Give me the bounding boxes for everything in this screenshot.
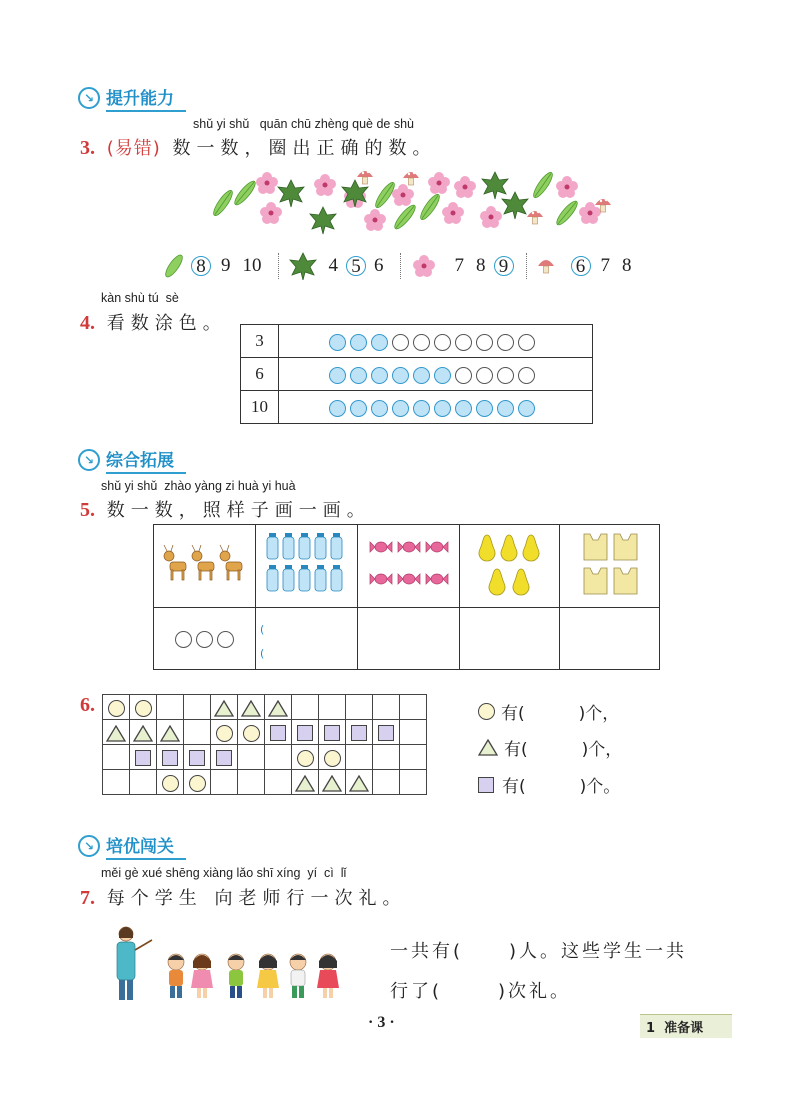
grid-cell (103, 720, 130, 745)
divider (278, 253, 279, 279)
section-title: 提升能力 (106, 84, 186, 112)
square-icon (162, 750, 178, 766)
grid-cell (157, 770, 184, 795)
circle-icon (175, 631, 192, 648)
q6-answer-triangle (478, 735, 622, 760)
dot-row (279, 325, 593, 358)
example-cell (154, 608, 256, 670)
arrow-down-circle-icon: ↘ (78, 449, 100, 471)
square-icon (324, 725, 340, 741)
dot[interactable] (413, 367, 430, 384)
draw-cell[interactable] (560, 608, 660, 670)
square-icon (378, 725, 394, 741)
circle-icon (297, 750, 314, 767)
grid-cell (265, 770, 292, 795)
answer-text: )人。这些学生一共 (509, 941, 688, 962)
square-icon (478, 777, 494, 793)
grid-cell (157, 745, 184, 770)
vest-cell (560, 525, 660, 608)
grid-cell (373, 695, 400, 720)
bracket-mark: ( (260, 647, 265, 660)
dot[interactable] (518, 400, 535, 417)
question-number: 6 (80, 694, 90, 716)
q5-table (153, 524, 660, 670)
dot[interactable] (392, 367, 409, 384)
square-icon (351, 725, 367, 741)
grid-cell (292, 695, 319, 720)
triangle-icon (295, 775, 315, 792)
question-tag: (易错) (106, 138, 161, 159)
flower-icon (411, 253, 437, 279)
circle-icon (478, 703, 495, 720)
grid-cell (130, 745, 157, 770)
question-number: 4 (80, 312, 90, 334)
grid-cell (103, 770, 130, 795)
grid-cell (346, 745, 373, 770)
circle-icon (162, 775, 179, 792)
dot[interactable] (329, 400, 346, 417)
page-number: · 3 · (368, 1014, 395, 1031)
grid-cell (157, 720, 184, 745)
triangle-icon (106, 725, 126, 742)
section-title: 培优闯关 (106, 832, 186, 860)
dot[interactable] (476, 400, 493, 417)
answer-text: )次礼。 (498, 981, 572, 1002)
q5-question: 5. 数一数，照样子画一画。 (80, 499, 371, 521)
q6-answer-circle (478, 699, 619, 724)
arrow-down-circle-icon: ↘ (78, 87, 100, 109)
grid-cell (184, 745, 211, 770)
grid-cell (319, 745, 346, 770)
bottle-cell (256, 525, 358, 608)
grid-cell (400, 770, 427, 795)
circle-icon (135, 700, 152, 717)
grid-cell (238, 745, 265, 770)
answer-text: 有( (501, 704, 525, 724)
number-choice[interactable]: 8 (191, 256, 211, 276)
grid-cell (211, 745, 238, 770)
q6-question: 6. (80, 694, 95, 716)
square-icon (189, 750, 205, 766)
number-choice[interactable]: 8 (476, 255, 486, 276)
grid-cell (292, 745, 319, 770)
number-choice[interactable]: 5 (346, 256, 366, 276)
candy-icon (369, 533, 449, 595)
pear-icon (475, 529, 545, 599)
grid-cell (265, 695, 292, 720)
circle-icon (216, 725, 233, 742)
dot[interactable] (329, 334, 346, 351)
dot[interactable] (518, 334, 535, 351)
square-icon (297, 725, 313, 741)
number-choice[interactable]: 9 (221, 255, 231, 276)
arrow-down-circle-icon: ↘ (78, 835, 100, 857)
circle-icon (243, 725, 260, 742)
question-number: 5 (80, 499, 90, 521)
dot[interactable] (371, 334, 388, 351)
grid-cell (292, 770, 319, 795)
grid-cell (211, 695, 238, 720)
grid-cell (319, 770, 346, 795)
row-number: 10 (241, 391, 279, 424)
bottle-icon (264, 531, 350, 597)
dot[interactable] (350, 400, 367, 417)
grid-cell (157, 695, 184, 720)
grid-cell (319, 720, 346, 745)
grid-cell (130, 720, 157, 745)
grid-cell (184, 720, 211, 745)
grid-cell (238, 695, 265, 720)
q3-choices (163, 252, 632, 280)
circle-icon (189, 775, 206, 792)
grid-cell (373, 770, 400, 795)
dot[interactable] (434, 367, 451, 384)
grid-cell (346, 770, 373, 795)
q5-pinyin: shǔ yi shǔ zhào yàng zi huà yi huà (101, 479, 296, 493)
dot[interactable] (329, 367, 346, 384)
dot[interactable] (350, 367, 367, 384)
grid-cell (265, 720, 292, 745)
grid-cell (265, 745, 292, 770)
answer-text: 一共有( (390, 941, 464, 962)
number-choice[interactable]: 10 (242, 255, 262, 276)
deer-icon (163, 542, 247, 586)
q4-table (240, 324, 593, 424)
number-choice[interactable]: 7 (600, 255, 610, 276)
grid-cell (184, 770, 211, 795)
grid-cell (346, 695, 373, 720)
grid-cell (211, 720, 238, 745)
dot-row (279, 391, 593, 424)
row-number: 6 (241, 358, 279, 391)
grid-cell (103, 745, 130, 770)
q7-answer (390, 932, 687, 1012)
dot[interactable] (455, 400, 472, 417)
triangle-icon (214, 700, 234, 717)
dot[interactable] (497, 367, 514, 384)
triangle-icon (133, 725, 153, 742)
q3-pinyin: shǔ yi shǔ quān chū zhèng què de shù (193, 117, 414, 131)
dot[interactable] (413, 400, 430, 417)
dot[interactable] (371, 367, 388, 384)
grid-cell (292, 720, 319, 745)
q3-items-picture (205, 165, 650, 240)
candy-cell (358, 525, 460, 608)
question-text: 数一数，照样子画一画。 (106, 500, 371, 521)
grid-cell (346, 720, 373, 745)
dot[interactable] (434, 334, 451, 351)
q4-pinyin: kàn shù tú sè (101, 291, 179, 305)
triangle-icon (241, 700, 261, 717)
draw-cell[interactable] (358, 608, 460, 670)
question-number: 7 (80, 887, 90, 909)
number-choice[interactable]: 6 (571, 256, 591, 276)
section-header-2 (78, 446, 186, 474)
q6-answer-square (478, 772, 620, 797)
divider (400, 253, 401, 279)
dot[interactable] (455, 334, 472, 351)
square-icon (135, 750, 151, 766)
question-text: 每个学生 向老师行一次礼。 (106, 888, 407, 909)
grid-cell (238, 770, 265, 795)
triangle-icon (160, 725, 180, 742)
dot[interactable] (476, 367, 493, 384)
grid-cell (373, 745, 400, 770)
answer-text: )个。 (579, 777, 621, 797)
grid-cell (400, 720, 427, 745)
dot[interactable] (497, 400, 514, 417)
leaf-icon (163, 252, 185, 280)
circle-icon (196, 631, 213, 648)
dot-row (279, 358, 593, 391)
dot[interactable] (392, 400, 409, 417)
maple-leaf-icon (289, 252, 317, 280)
grid-cell (211, 770, 238, 795)
question-number: 3 (80, 137, 90, 159)
dot[interactable] (497, 334, 514, 351)
number-choice[interactable]: 7 (454, 255, 464, 276)
dot[interactable] (434, 400, 451, 417)
pear-cell (459, 525, 559, 608)
question-text: 数一数，圈出正确的数。 (172, 138, 437, 159)
grid-cell (238, 720, 265, 745)
q3-question: 3. (易错) 数一数，圈出正确的数。 (80, 137, 437, 159)
mushroom-icon (535, 254, 557, 278)
number-choice[interactable]: 4 (328, 255, 338, 276)
grid-cell (400, 745, 427, 770)
answer-text: 有( (502, 777, 526, 797)
section-header-3 (78, 832, 186, 860)
draw-cell[interactable] (459, 608, 559, 670)
dot[interactable] (455, 367, 472, 384)
section-header-1 (78, 84, 186, 112)
triangle-icon (349, 775, 369, 792)
triangle-icon (268, 700, 288, 717)
row-number: 3 (241, 325, 279, 358)
chapter-label: 1 准备课 (640, 1014, 732, 1038)
grid-cell (184, 695, 211, 720)
vest-icon (578, 530, 642, 598)
number-choice[interactable]: 6 (374, 255, 384, 276)
circle-icon (108, 700, 125, 717)
grid-cell (373, 720, 400, 745)
draw-cell[interactable] (256, 608, 358, 670)
dot[interactable] (371, 400, 388, 417)
answer-text: )个， (578, 704, 620, 724)
dot[interactable] (518, 367, 535, 384)
deer-cell (154, 525, 256, 608)
divider (526, 253, 527, 279)
answer-text: 有( (504, 740, 528, 760)
answer-text: 行了( (390, 981, 443, 1002)
teacher-students-picture (108, 922, 358, 1004)
grid-cell (130, 770, 157, 795)
circle-icon (324, 750, 341, 767)
bracket-mark: ( (260, 623, 265, 636)
section-title: 综合拓展 (106, 446, 186, 474)
grid-cell (103, 695, 130, 720)
triangle-icon (478, 739, 498, 756)
circle-icon (217, 631, 234, 648)
q7-question: 7. 每个学生 向老师行一次礼。 (80, 887, 407, 909)
dot[interactable] (350, 334, 367, 351)
teacher-icon (117, 927, 152, 1000)
grid-cell (130, 695, 157, 720)
square-icon (216, 750, 232, 766)
number-choice[interactable]: 9 (494, 256, 514, 276)
dot[interactable] (413, 334, 430, 351)
answer-text: )个， (581, 740, 623, 760)
triangle-icon (322, 775, 342, 792)
question-text: 看数涂色。 (106, 313, 227, 334)
q6-shape-grid (102, 694, 427, 795)
number-choice[interactable]: 8 (622, 255, 632, 276)
dot[interactable] (392, 334, 409, 351)
q7-pinyin: měi gè xué shēng xiàng lǎo shī xíng yí cì lǐ (101, 866, 347, 880)
square-icon (270, 725, 286, 741)
q4-question: 4. 看数涂色。 (80, 312, 227, 334)
dot[interactable] (476, 334, 493, 351)
grid-cell (400, 695, 427, 720)
grid-cell (319, 695, 346, 720)
